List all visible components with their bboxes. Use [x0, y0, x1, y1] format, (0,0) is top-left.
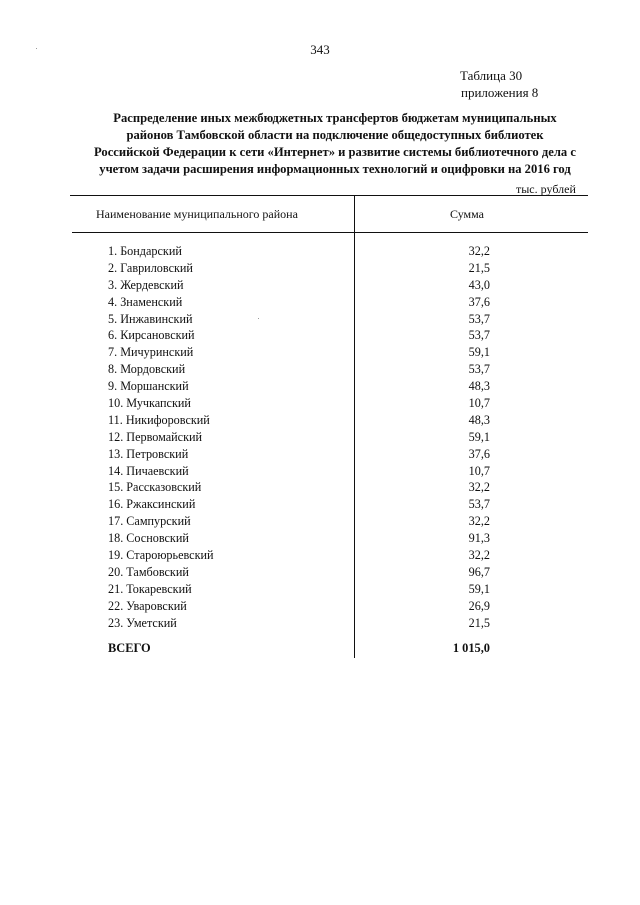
heading-line: Распределение иных межбюджетных трансфертов бюджетам муниципальных	[113, 111, 557, 125]
district-name: 8. Мордовский	[108, 362, 186, 377]
table-row	[0, 581, 640, 598]
table-row	[0, 294, 640, 311]
scan-speck	[36, 48, 37, 49]
table-row	[0, 530, 640, 547]
district-name: 7. Мичуринский	[108, 345, 194, 360]
district-name: 2. Гавриловский	[108, 260, 193, 275]
table-row	[0, 615, 640, 632]
table-top-border	[70, 195, 588, 196]
table-row	[0, 496, 640, 513]
table-row	[0, 598, 640, 615]
district-amount: 26,9	[468, 598, 490, 613]
district-amount: 32,2	[468, 548, 490, 563]
table-reference	[458, 67, 538, 101]
district-name: 9. Моршанский	[108, 379, 189, 394]
table-body	[0, 243, 640, 631]
table-row	[0, 327, 640, 344]
table-row	[0, 378, 640, 395]
table-row	[0, 547, 640, 564]
district-amount: 96,7	[468, 564, 490, 579]
heading-line: учетом задачи расширения информационных технологий и оцифровки на 2016 год	[99, 162, 571, 176]
district-amount: 59,1	[468, 581, 490, 596]
district-name: 22. Уваровский	[108, 598, 187, 613]
table-reference-line: Таблица 30	[460, 68, 523, 83]
column-header-sum: Сумма	[450, 207, 484, 221]
district-name: 16. Ржаксинский	[108, 497, 196, 512]
district-name: 6. Кирсановский	[108, 328, 195, 343]
heading-line: районов Тамбовской области на подключение общедоступных библиотек	[126, 128, 544, 142]
district-amount: 32,2	[468, 480, 490, 495]
district-name: 1. Бондарский	[108, 244, 182, 258]
district-amount: 37,6	[468, 446, 490, 461]
district-amount: 91,3	[468, 531, 490, 546]
district-amount: 21,5	[468, 615, 490, 630]
district-amount: 32,2	[468, 514, 490, 529]
total-value: 1 015,0	[452, 641, 490, 655]
district-amount: 48,3	[468, 379, 490, 394]
district-amount: 21,5	[468, 260, 490, 275]
table-row	[0, 513, 640, 530]
heading-line: Российской Федерации к сети «Интернет» и развитие системы библиотечного дела с	[94, 145, 576, 159]
district-name: 18. Сосновский	[108, 531, 189, 546]
district-name: 10. Мучкапский	[108, 396, 191, 411]
district-amount: 53,7	[468, 328, 490, 343]
table-row	[0, 311, 640, 328]
district-amount: 10,7	[468, 396, 490, 411]
table-row	[0, 361, 640, 378]
table-row	[0, 564, 640, 581]
total-label: ВСЕГО	[108, 641, 151, 655]
district-name: 15. Рассказовский	[108, 480, 202, 495]
table-header-border	[72, 232, 588, 233]
district-name: 20. Тамбовский	[108, 564, 189, 579]
district-name: 4. Знаменский	[108, 294, 183, 309]
table-row	[0, 412, 640, 429]
district-name: 14. Пичаевский	[108, 463, 189, 478]
district-amount: 59,1	[468, 429, 490, 444]
table-row	[0, 395, 640, 412]
district-name: 19. Староюрьевский	[108, 548, 214, 563]
table-reference-line: приложения 8	[461, 85, 539, 100]
scan-speck	[258, 318, 259, 319]
district-amount: 53,7	[468, 311, 490, 326]
district-amount: 43,0	[468, 277, 490, 292]
table-row	[0, 243, 640, 260]
district-name: 5. Инжавинский	[108, 311, 193, 326]
table-row	[0, 429, 640, 446]
column-header-name: Наименование муниципального района	[96, 207, 298, 221]
district-name: 3. Жердевский	[108, 277, 184, 292]
table-row	[0, 260, 640, 277]
table-row	[0, 277, 640, 294]
table-row	[0, 446, 640, 463]
units-label: тыс. рублей	[516, 182, 576, 196]
table-row	[0, 479, 640, 496]
district-amount: 53,7	[468, 362, 490, 377]
district-amount: 37,6	[468, 294, 490, 309]
document-heading	[70, 110, 600, 178]
table-row	[0, 344, 640, 361]
table-row	[0, 463, 640, 480]
district-amount: 59,1	[468, 345, 490, 360]
district-name: 13. Петровский	[108, 446, 189, 461]
district-amount: 53,7	[468, 497, 490, 512]
district-name: 23. Уметский	[108, 615, 177, 630]
district-amount: 32,2	[468, 244, 490, 258]
page-number: 343	[310, 42, 330, 57]
district-name: 11. Никифоровский	[108, 412, 210, 427]
district-amount: 10,7	[468, 463, 490, 478]
district-name: 21. Токаревский	[108, 581, 192, 596]
district-name: 12. Первомайский	[108, 429, 203, 444]
district-name: 17. Сампурский	[108, 514, 191, 529]
district-amount: 48,3	[468, 412, 490, 427]
